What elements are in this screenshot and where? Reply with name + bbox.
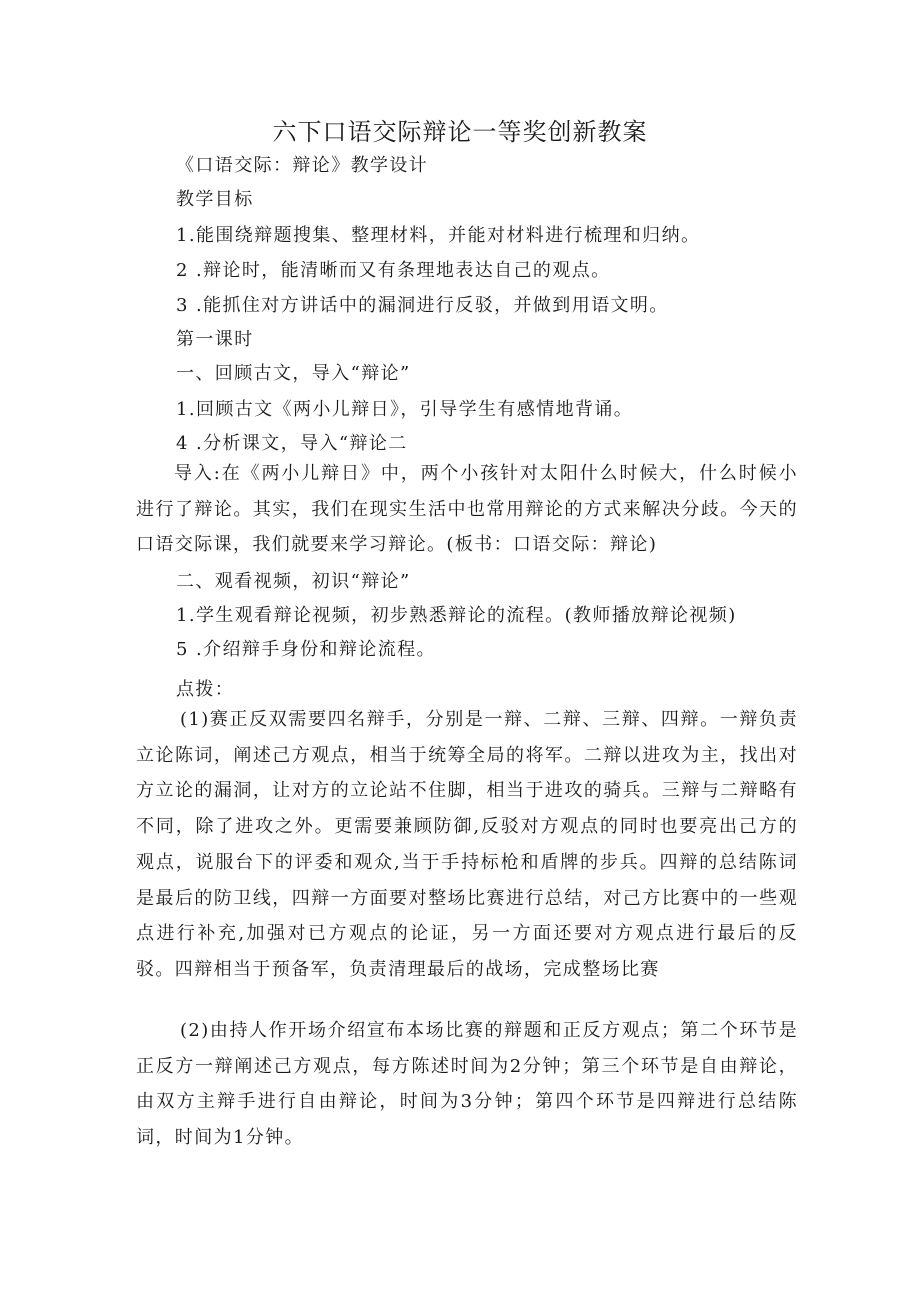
section-2-item-1: 1.学生观看辩论视频，初步熟悉辩论的流程。(教师播放辩论视频) bbox=[176, 605, 737, 626]
document-title: 六下口语交际辩论一等奖创新教案 bbox=[272, 118, 648, 146]
tip-paragraph-1: (1)赛正反双需要四名辩手，分别是一辩、二辩、三辩、四辩。一辩负责立论陈词，阐述己方观点，相当于统筹全局的将军。二辩以进攻为主，找出对方立论的漏洞，让对方的立论站不住脚，相当于进攻的骑兵。三辩与二辩略有不同，除了进攻之外。更需要兼顾防御,反驳对方观点的同时也要亮出己方的观点，说服台下的评委和观众,当于手持标枪和盾牌的步兵。四辩的总结陈词是最后的防卫线，四辩一方面要对整场比赛进行总结，对己方比赛中的一些观点进行补充,加强对已方观点的论证，另一方面还要对方观点进行最后的反驳。四辩相当于预备军，负责清理最后的战场，完成整场比赛 bbox=[136, 709, 798, 980]
goal-item-2: 2 .辩论时，能清晰而又有条理地表达自己的观点。 bbox=[176, 260, 611, 281]
goal-item-1: 1.能围绕辩题搜集、整理材料，并能对材料进行梳理和归纳。 bbox=[176, 225, 701, 246]
section-2-item-2: 5 .介绍辩手身份和辩论流程。 bbox=[176, 639, 436, 660]
tips-heading: 点拨： bbox=[176, 679, 235, 700]
section-1-heading: 一、回顾古文，导入“辩论” bbox=[176, 363, 411, 384]
tip-paragraph-2: (2)由持人作开场介绍宣布本场比赛的辩题和正反方观点；第二个环节是正反方一辩阐述己方观点，每方陈述时间为2分钟；第三个环节是自由辩论，由双方主辩手进行自由辩论，时间为3分钟；第四个环节是四辩进行总结陈词，时间为1分钟。 bbox=[136, 1020, 798, 1149]
section-1-item-1: 1.回顾古文《两小儿辩日》，引导学生有感情地背诵。 bbox=[176, 399, 634, 420]
intro-paragraph: 导入:在《两小儿辩日》中，两个小孩针对太阳什么时候大，什么时候小进行了辩论。其实，我们在现实生活中也常用辩论的方式来解决分歧。今天的口语交际课，我们就要来学习辩论。(板书：口语交际：辩论) bbox=[136, 463, 798, 556]
document-subtitle: 《口语交际：辩论》教学设计 bbox=[176, 155, 429, 176]
goal-item-3: 3 .能抓住对方讲话中的漏洞进行反驳，并做到用语文明。 bbox=[176, 295, 669, 316]
section-1-item-2: 4 .分析课文，导入“辩论二 bbox=[176, 433, 408, 454]
section-2-heading: 二、观看视频，初识“辩论” bbox=[176, 571, 411, 592]
lesson-heading: 第一课时 bbox=[176, 329, 254, 350]
goals-heading: 教学目标 bbox=[176, 189, 254, 210]
